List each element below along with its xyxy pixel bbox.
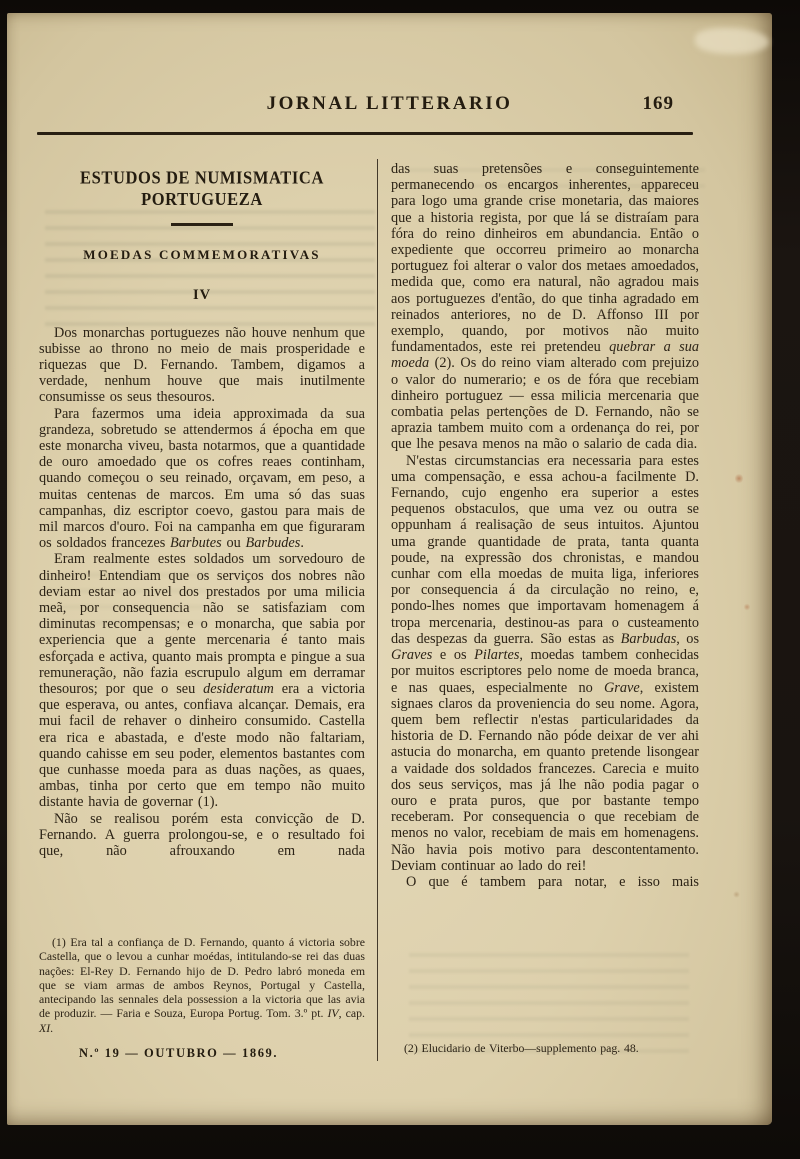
left-footer-block bbox=[39, 935, 365, 1061]
right-column-text bbox=[391, 161, 699, 890]
paragraph: das suas pretensões e conseguintemente permanecendo os encargos inherentes, appareceu para logo uma grande crise monetaria, das maiores que a historia regista, por que lá se distraíam para fóra do reino dinheiros em abundancia. Então o expediente que occorreu primeiro ao monarcha portuguez foi alterar o valor dos metaes amoedados, medida que, como era natural, não agradou mais aos portuguezes d'então, do que tinha agradado em reinados anteriores, no de D. Affonso III por exemplo, quando, por motivos não muito fundamentados, este rei pretendeu quebrar a sua moeda (2). Os do reino viam alterado com prejuizo o valor do numerario; e os de fóra que recebiam dinheiro portuguez — essa milicia mercenaria que combatia pelas pertenções de D. Fernando, não se aprazia tambem muito com a ordenança do rei, por que lhe pesava menos na mão o salario de cada dia. bbox=[391, 161, 700, 453]
article-title: ESTUDOS DE NUMISMATICA PORTUGUEZA bbox=[80, 167, 324, 210]
right-column bbox=[377, 159, 699, 1061]
left-column-text bbox=[39, 325, 365, 860]
text-columns bbox=[39, 159, 699, 1061]
paper-tear-mark bbox=[695, 28, 769, 54]
journal-title: JORNAL LITTERARIO bbox=[266, 93, 513, 114]
footnote: (1) Era tal a confiança de D. Fernando, quanto á victoria sobre Castella, que o levou a cunhar moédas, intitulando-se rei das duas nações: El-Rey D. Fernando hijo de D. Pedro labró moneda em que se viam armas de ambos Reynos, Portugal y Castella, antecipando las sennales dela possession a la victoria que las avia de produzir. — Faria e Souza, Europa Portug. Tom. 3.º pt. IV, cap. XI. bbox=[39, 934, 365, 1035]
chapter-numeral: IV bbox=[192, 286, 212, 303]
paragraph: Não se realisou porém esta convicção de D. Fernando. A guerra prolongou-se, e o resultado foi que, não afrouxando em nada bbox=[39, 810, 365, 859]
issue-line: N.º 19 — OUTUBRO — 1869. bbox=[79, 1046, 279, 1060]
paragraph: Para fazermos uma ideia approximada da sua grandeza, sobretudo se attendermos á épocha em que este monarcha viveu, basta notarmos, que a quantidade de ouro amoedado que os cofres reaes continham, quando começou o seu reinado, orçavam, em peso, a muitas centenas de marcos. Em uma só das suas campanhas, diz escriptor coevo, gastou para mais de mil marcos d'ouro. Foi na campanha em que figuraram os soldados francezes Barbutes ou Barbudes. bbox=[39, 405, 365, 552]
right-footer-block bbox=[391, 1041, 697, 1055]
section-heading: MOEDAS COMMEMORATIVAS bbox=[83, 246, 321, 262]
header-rule bbox=[37, 132, 693, 135]
page-number: 169 bbox=[642, 93, 674, 114]
paragraph: O que é tambem para notar, e isso mais bbox=[406, 873, 699, 890]
paragraph: Eram realmente estes soldados um sorvedouro de dinheiro! Entendiam que os serviços dos nobres não deviam estar ao nivel dos prestados por uma milicia meã, por consequencia não se satisfaziam com diminutas recompensas; e o monarcha, que sabia por experiencia que a gente mercenaria é tanto mais esforçada e activa, quanto mais prompta e pingue a sua remuneração, não fazia escrupulo algum em derramar thesouros; por que o seu desideratum era a victoria que esperava, ou antes, confiava alcançar. Demais, era mui facil de rehaver o dinheiro consumido. Castella era rica e abastada, e d'este modo não faltariam, quando cahisse em seu poder, elementos bastantes com que cunhasse moeda para as duas nações, as quaes, ambas, tinha por certo que em tempo não muito distante havia de governar (1). bbox=[39, 551, 366, 811]
stain-mark bbox=[733, 891, 740, 898]
footnote: (2) Elucidario de Viterbo—supplemento pag. 48. bbox=[404, 1040, 639, 1055]
paragraph: Dos monarchas portuguezes não houve nenhum que subisse ao throno no meio de mais prosperidade e riquezas que D. Fernando. Tambem, digamos a verdade, nenhum houve que mais inutilmente consumisse os seus thesouros. bbox=[39, 324, 365, 406]
stain-mark bbox=[744, 603, 750, 611]
title-divider bbox=[171, 223, 233, 226]
left-column bbox=[39, 159, 377, 1061]
stain-mark bbox=[735, 473, 743, 484]
journal-page bbox=[7, 13, 772, 1125]
paragraph: N'estas circumstancias era necessaria para estes uma compensação, e essa achou-a facilmente D. Fernando, cujo engenho era superior a estes pequenos obstaculos, que uma vez ou outra se oppunham á realisação de seus intuitos. Ajuntou uma grande quantidade de prata, tanta quanta poude, na expressão dos chronistas, e mandou cunhar com ella moedas de muita liga, inferiores por consequencia á da circulação no reino, e, pondo-lhes nomes que importavam homenagem á tropa mercenaria, destinou-as para o custeamento das despezas da guerra. São estas as Barbudas, os Graves e os Pilartes, moedas tambem conhecidas por muitos escriptores pelo nome de moeda branca, e nas quaes, especialmente no Grave, existem signaes claros da proveniencia do seu nome. Agora, quem bem reflectir n'estas particularidades da historia de D. Fernando não póde deixar de ver ahi astucia do monarcha, em quanto pretende lisongear a vaidade dos soldados francezes. Carecia e muito dos seus serviços, mas já lhe não podia pagar o ouro e prata puros, que por bastante tempo receberam. Por consequencia o que recebiam de menos no valor, recebiam de mais em homenagens. Não havia pois motivo para descontentamento. Deviam continuar ao lado do rei! bbox=[391, 452, 700, 874]
